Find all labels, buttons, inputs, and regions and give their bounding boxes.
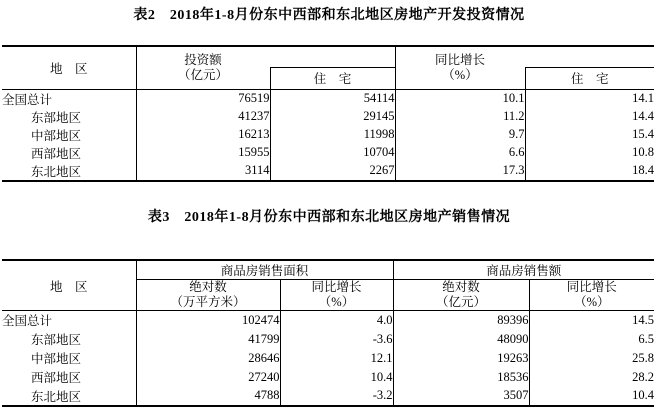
cell-sales-value: 48090 — [393, 330, 529, 349]
cell-floor-space: 4788 — [136, 387, 280, 406]
header-yoy-growth — [395, 46, 525, 89]
cell-floor-space: 27240 — [136, 368, 280, 387]
header-floor-space-group: 商品房销售面积 — [136, 260, 393, 280]
table-row — [2, 387, 654, 406]
header-fs-yoy-line1: 同比增长 — [311, 280, 362, 294]
cell-region: 东部地区 — [31, 333, 82, 347]
investment-table — [2, 45, 654, 182]
header-fs-abs-line1: 绝对数 — [189, 280, 227, 294]
cell-region: 西部地区 — [31, 371, 82, 385]
header-fs-yoy-line2: （%） — [318, 295, 355, 309]
header-spacer — [525, 46, 654, 67]
header-fs-abs-line2: （万平方米） — [170, 295, 246, 309]
table-row — [2, 108, 654, 126]
cell-sales-value-yoy: 28.2 — [529, 368, 654, 387]
table-row — [2, 144, 654, 162]
cell-residential: 11998 — [270, 126, 395, 144]
cell-residential-yoy: 14.1 — [525, 89, 654, 108]
cell-yoy: 17.3 — [395, 162, 525, 181]
cell-residential: 29145 — [270, 108, 395, 126]
header-sales-value-group: 商品房销售额 — [393, 260, 654, 280]
cell-investment: 15955 — [136, 144, 270, 162]
cell-sales-value-yoy: 14.5 — [529, 311, 654, 330]
sales-table — [2, 259, 654, 407]
cell-region: 西部地区 — [31, 146, 82, 161]
header-yoy-line2: （%） — [442, 67, 478, 82]
header-residential: 住 宅 — [270, 67, 395, 89]
cell-floor-space: 28646 — [136, 349, 280, 368]
cell-investment: 41237 — [136, 108, 270, 126]
cell-floor-space-yoy: 4.0 — [280, 311, 393, 330]
table-row — [2, 349, 654, 368]
cell-floor-space: 41799 — [136, 330, 280, 349]
header-region: 地 区 — [2, 46, 136, 89]
cell-yoy: 11.2 — [395, 108, 525, 126]
cell-sales-value-yoy: 25.8 — [529, 349, 654, 368]
cell-floor-space-yoy: 10.4 — [280, 368, 393, 387]
cell-investment: 16213 — [136, 126, 270, 144]
cell-region: 中部地区 — [31, 352, 82, 366]
table-row — [2, 311, 654, 330]
cell-region: 中部地区 — [31, 128, 82, 143]
cell-region: 东北地区 — [31, 164, 82, 179]
cell-sales-value: 89396 — [393, 311, 529, 330]
cell-floor-space-yoy: -3.6 — [280, 330, 393, 349]
table-row — [2, 368, 654, 387]
cell-yoy: 10.1 — [395, 89, 525, 108]
header-region: 地 区 — [2, 260, 136, 311]
header-investment — [136, 46, 270, 89]
header-spacer — [270, 46, 395, 67]
cell-floor-space: 102474 — [136, 311, 280, 330]
cell-sales-value: 18536 — [393, 368, 529, 387]
header-sv-yoy-line2: （%） — [574, 295, 610, 309]
table2-title: 表2 2018年1-8月份东中西部和东北地区房地产开发投资情况 — [133, 8, 525, 23]
cell-residential: 54114 — [270, 89, 395, 108]
cell-floor-space-yoy: -3.2 — [280, 387, 393, 406]
header-floor-space-yoy — [280, 280, 393, 311]
cell-region: 东北地区 — [31, 389, 82, 404]
cell-yoy: 9.7 — [395, 126, 525, 144]
cell-floor-space-yoy: 12.1 — [280, 349, 393, 368]
header-yoy-line1: 同比增长 — [434, 52, 485, 67]
cell-residential-yoy: 14.4 — [525, 108, 654, 126]
table2-header-row-top — [2, 46, 654, 67]
table-row — [2, 126, 654, 144]
table-row — [2, 162, 654, 181]
table-row — [2, 330, 654, 349]
header-sales-value-abs — [393, 280, 529, 311]
cell-investment: 3114 — [136, 162, 270, 181]
header-investment-line1: 投资额 — [184, 52, 222, 67]
cell-residential: 10704 — [270, 144, 395, 162]
table3-title: 表3 2018年1-8月份东中西部和东北地区房地产销售情况 — [147, 210, 511, 225]
cell-sales-value: 3507 — [393, 387, 529, 406]
cell-region: 全国总计 — [2, 314, 53, 329]
cell-investment: 76519 — [136, 89, 270, 108]
cell-yoy: 6.6 — [395, 144, 525, 162]
cell-region: 全国总计 — [2, 92, 53, 107]
header-sv-abs-line2: （亿元） — [436, 295, 487, 309]
cell-residential-yoy: 15.4 — [525, 126, 654, 144]
cell-sales-value: 19263 — [393, 349, 529, 368]
cell-residential-yoy: 10.8 — [525, 144, 654, 162]
header-floor-space-abs — [136, 280, 280, 311]
cell-residential-yoy: 18.4 — [525, 162, 654, 181]
table-row — [2, 89, 654, 108]
header-sv-abs-line1: 绝对数 — [442, 280, 480, 294]
cell-sales-value-yoy: 10.4 — [529, 387, 654, 406]
cell-residential: 2267 — [270, 162, 395, 181]
header-residential-yoy: 住 宅 — [525, 67, 654, 89]
header-sales-value-yoy — [529, 280, 654, 311]
cell-region: 东部地区 — [31, 110, 82, 125]
table3-header-row-groups — [2, 260, 654, 280]
header-investment-line2: （亿元） — [177, 67, 228, 82]
header-sv-yoy-line1: 同比增长 — [566, 280, 617, 294]
cell-sales-value-yoy: 6.5 — [529, 330, 654, 349]
